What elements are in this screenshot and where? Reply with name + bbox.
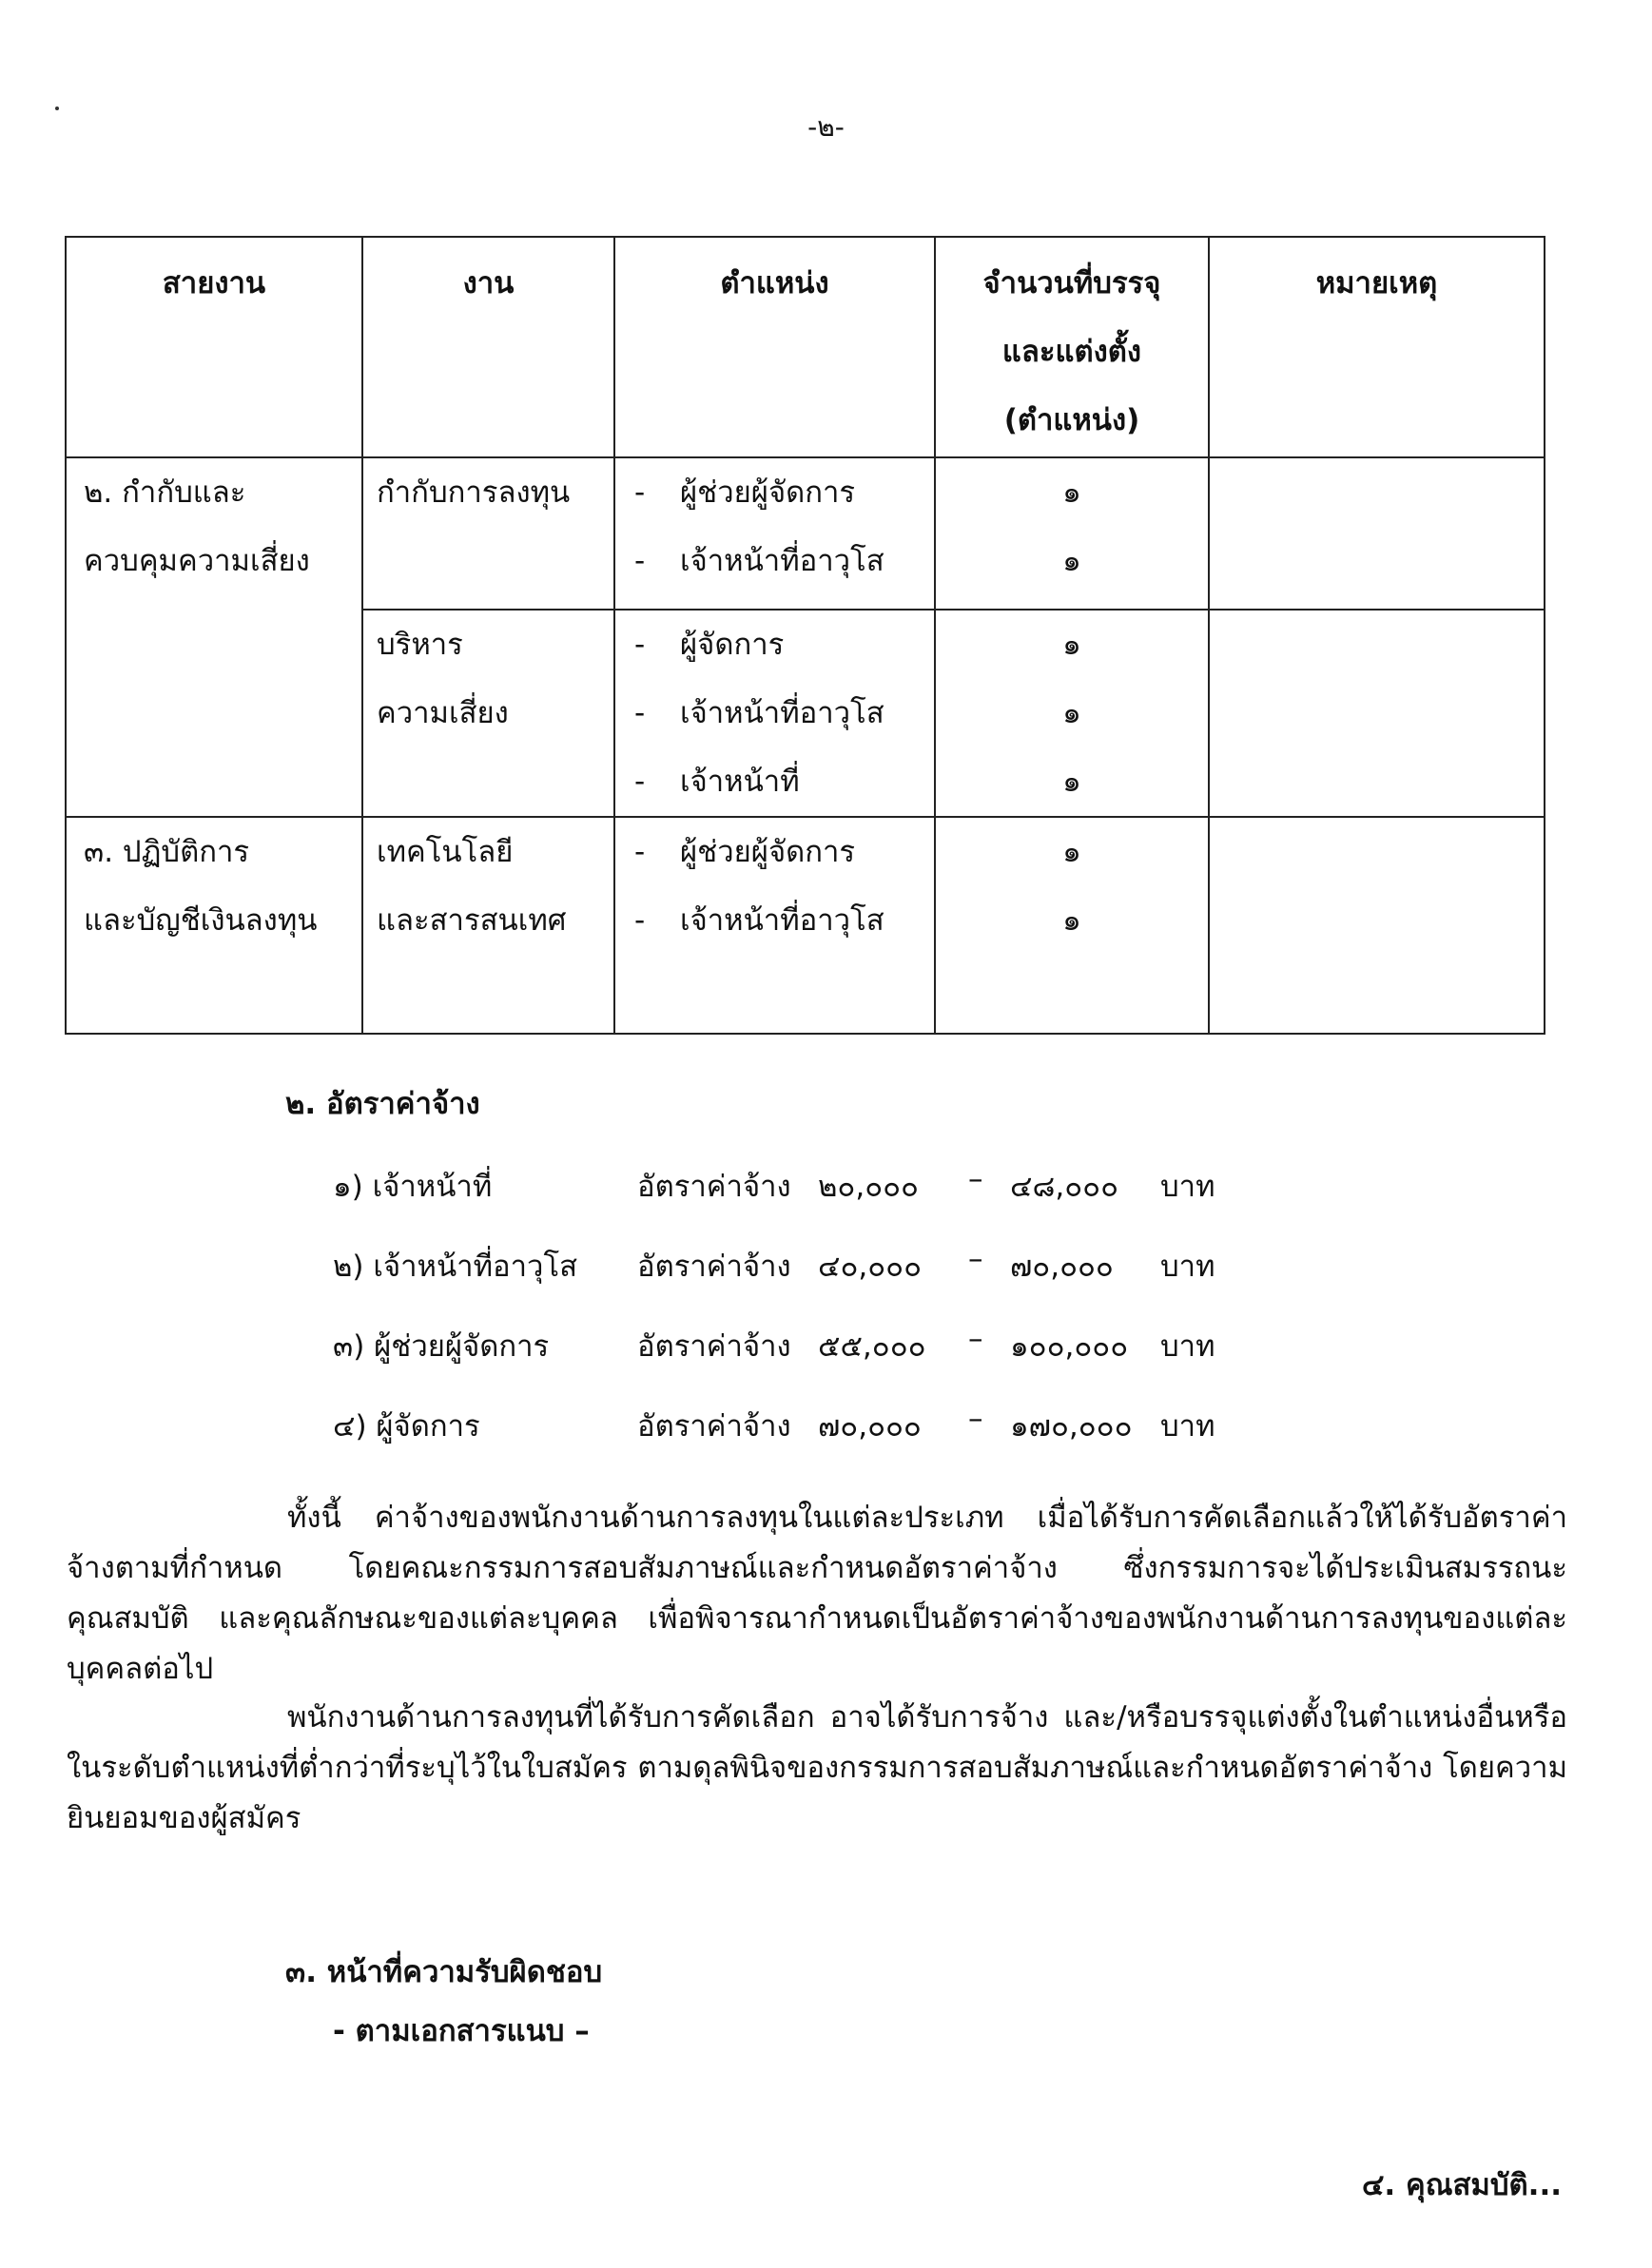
section-2-title: ๒. อัตราค่าจ้าง	[285, 1087, 480, 1121]
count-value: ๑	[1062, 628, 1081, 662]
rate-unit: บาท	[1160, 1250, 1215, 1284]
header-count	[935, 237, 1209, 457]
position-item: - เจ้าหน้าที่	[634, 765, 800, 799]
rate-min: ๕๕,๐๐๐	[818, 1329, 926, 1364]
rate-max: ๔๘,๐๐๐	[1010, 1170, 1118, 1204]
rate-text: อัตราค่าจ้าง	[637, 1250, 791, 1284]
header-position: ตำแหน่ง	[614, 237, 935, 457]
rate-min: ๔๐,๐๐๐	[818, 1250, 922, 1284]
rate-label: ๑) เจ้าหน้าที่	[333, 1170, 493, 1204]
position-item: - เจ้าหน้าที่อาวุโส	[634, 544, 884, 578]
cell-positions	[614, 457, 935, 610]
cell-line	[66, 817, 362, 1034]
cell-work	[362, 457, 614, 610]
position-item: - เจ้าหน้าที่อาวุโส	[634, 696, 884, 730]
count-value: ๑	[1062, 544, 1081, 578]
paragraph-1	[67, 1493, 1567, 1695]
rate-text: อัตราค่าจ้าง	[637, 1170, 791, 1204]
header-note: หมายเหตุ	[1209, 237, 1545, 457]
rate-unit: บาท	[1160, 1170, 1215, 1204]
work-text: บริหาร	[377, 628, 463, 662]
table-row	[66, 457, 1545, 610]
line-text: ๓. ปฏิบัติการ	[84, 835, 250, 869]
rate-min: ๒๐,๐๐๐	[818, 1170, 919, 1204]
position-item: - ผู้ช่วยผู้จัดการ	[634, 475, 856, 510]
cell-count	[935, 610, 1209, 817]
rate-sep: –	[968, 1162, 983, 1196]
rate-label: ๒) เจ้าหน้าที่อาวุโส	[333, 1250, 578, 1284]
count-value: ๑	[1062, 765, 1081, 799]
section-3-note: - ตามเอกสารแนบ –	[333, 2014, 590, 2048]
cell-work	[362, 817, 614, 1034]
work-text: กำกับการลงทุน	[377, 475, 571, 510]
paragraph-text: ทั้งนี้ ค่าจ้างของพนักงานด้านการลงทุนในแต่ละประเภท เมื่อได้รับการคัดเลือกแล้วให้ได้รับอัตราค่าจ้างตามที่กำหนด โดยคณะกรรมการสอบสัมภาษณ์และกำหนดอัตราค่าจ้าง ซึ่งกรรมการจะได้ประเมินสมรรถนะ คุณสมบัติ และคุณลักษณะของแต่ละบุคคล เพื่อพิจารณากำหนดเป็นอัตราค่าจ้างของพนักงานด้านการลงทุนของแต่ละบุคคลต่อไป	[67, 1501, 1567, 1686]
rate-max: ๑๗๐,๐๐๐	[1010, 1409, 1133, 1444]
rate-label: ๓) ผู้ช่วยผู้จัดการ	[333, 1329, 550, 1364]
position-table	[65, 236, 1545, 1035]
rate-text: อัตราค่าจ้าง	[637, 1329, 791, 1364]
cell-positions	[614, 610, 935, 817]
work-text: และสารสนเทศ	[377, 903, 567, 938]
paragraph-text: พนักงานด้านการลงทุนที่ได้รับการคัดเลือก อาจได้รับการจ้าง และ/หรือบรรจุแต่งตั้งในตำแหน่งอื่นหรือในระดับตำแหน่งที่ต่ำกว่าที่ระบุไว้ในใบสมัคร ตามดุลพินิจของกรรมการสอบสัมภาษณ์และกำหนดอัตราค่าจ้าง โดยความยินยอมของผู้สมัคร	[67, 1700, 1567, 1835]
header-line: สายงาน	[66, 237, 362, 457]
position-item: - ผู้ช่วยผู้จัดการ	[634, 835, 856, 869]
position-item: - ผู้จัดการ	[634, 628, 785, 662]
cell-count	[935, 457, 1209, 610]
work-text: ความเสี่ยง	[377, 696, 509, 730]
cell-note	[1209, 610, 1545, 817]
rate-sep: –	[968, 1242, 983, 1276]
cell-note	[1209, 457, 1545, 610]
header-count-line: และแต่งตั้ง	[1001, 335, 1142, 369]
paragraph-2	[67, 1693, 1567, 1844]
page-number: -๒-	[807, 111, 845, 143]
count-value: ๑	[1062, 835, 1081, 869]
table-row	[66, 817, 1545, 1034]
count-value: ๑	[1062, 903, 1081, 938]
cell-count	[935, 817, 1209, 1034]
line-text: ๒. กำกับและ	[84, 475, 246, 510]
count-value: ๑	[1062, 475, 1081, 510]
cell-note	[1209, 817, 1545, 1034]
rate-sep: –	[968, 1322, 983, 1356]
table-header-row	[66, 237, 1545, 457]
rate-text: อัตราค่าจ้าง	[637, 1409, 791, 1444]
rate-label: ๔) ผู้จัดการ	[333, 1409, 480, 1444]
rate-max: ๑๐๐,๐๐๐	[1010, 1329, 1129, 1364]
rate-min: ๗๐,๐๐๐	[818, 1409, 922, 1444]
header-count-line: จำนวนที่บรรจุ	[982, 266, 1161, 300]
rate-sep: –	[968, 1402, 983, 1436]
cell-line	[66, 457, 362, 817]
cell-work	[362, 610, 614, 817]
rate-max: ๗๐,๐๐๐	[1010, 1250, 1114, 1284]
count-value: ๑	[1062, 696, 1081, 730]
line-text: ควบคุมความเสี่ยง	[84, 544, 310, 578]
work-text: เทคโนโลยี	[377, 835, 514, 869]
cell-positions	[614, 817, 935, 1034]
position-item: - เจ้าหน้าที่อาวุโส	[634, 903, 884, 938]
continuation-text: ๔. คุณสมบัติ...	[1361, 2168, 1562, 2202]
line-text: และบัญชีเงินลงทุน	[84, 903, 318, 938]
rate-unit: บาท	[1160, 1329, 1215, 1364]
header-count-line: (ตำแหน่ง)	[1003, 403, 1140, 437]
rate-unit: บาท	[1160, 1409, 1215, 1444]
header-work: งาน	[362, 237, 614, 457]
section-3-title: ๓. หน้าที่ความรับผิดชอบ	[285, 1955, 603, 1989]
